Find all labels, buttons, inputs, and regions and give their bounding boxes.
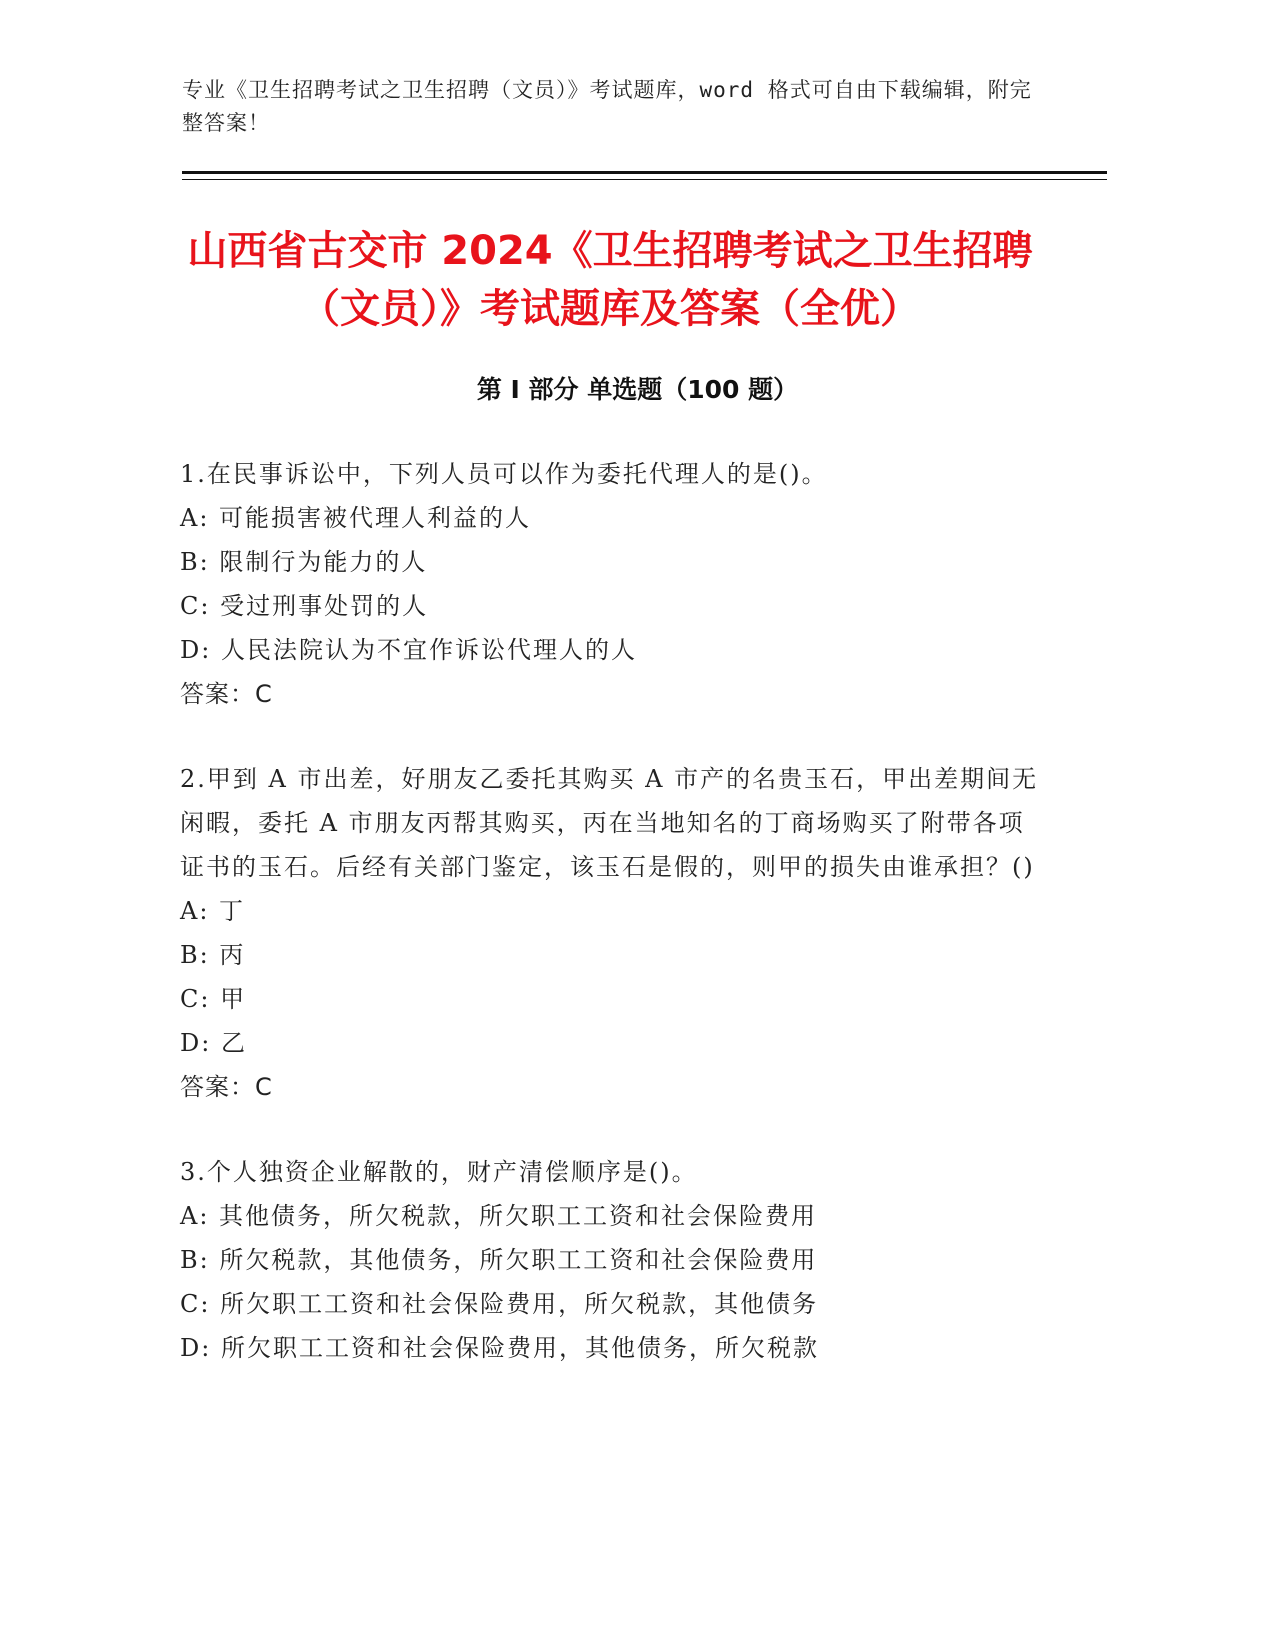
option-a: A: 可能损害被代理人利益的人 [180, 504, 532, 532]
option-d: D: 乙 [180, 1029, 247, 1057]
question-3 [180, 1150, 1040, 1370]
question-2 [180, 757, 1040, 1109]
document-title: 山西省古交市 2024《卫生招聘考试之卫生招聘（文员）》考试题库及答案（全优） [187, 228, 1033, 332]
header-divider-thin [182, 179, 1107, 180]
question-stem: 2.甲到 A 市出差，好朋友乙委托其购买 A 市产的名贵玉石，甲出差期间无闲暇，委托 A 市朋友丙帮其购买，丙在当地知名的丁商场购买了附带各项证书的玉石。后经有关部门鉴定，该玉石是假的，则甲的损失由谁承担？() [180, 765, 1039, 881]
option-a: A: 丁 [180, 897, 246, 925]
option-b: B: 丙 [180, 941, 246, 969]
section-title: 第 I 部分 单选题（100 题） [476, 375, 799, 404]
option-d: D: 所欠职工工资和社会保险费用，其他债务，所欠税款 [180, 1334, 819, 1362]
option-c: C: 所欠职工工资和社会保险费用，所欠税款，其他债务 [180, 1290, 819, 1318]
answer-line: 答案：C [180, 680, 273, 708]
question-stem: 1.在民事诉讼中，下列人员可以作为委托代理人的是()。 [180, 460, 828, 488]
option-d: D: 人民法院认为不宜作诉讼代理人的人 [180, 636, 637, 664]
option-b: B: 限制行为能力的人 [180, 548, 428, 576]
question-1 [180, 452, 1040, 716]
header-divider-thick [182, 171, 1107, 174]
question-list [180, 452, 1040, 1411]
answer-line: 答案：C [180, 1073, 273, 1101]
option-c: C: 甲 [180, 985, 247, 1013]
option-c: C: 受过刑事处罚的人 [180, 592, 429, 620]
option-b: B: 所欠税款，其他债务，所欠职工工资和社会保险费用 [180, 1246, 818, 1274]
question-stem: 3.个人独资企业解散的，财产清偿顺序是()。 [180, 1158, 698, 1186]
header-note: 专业《卫生招聘考试之卫生招聘（文员）》考试题库，word 格式可自由下载编辑，附完整答案！ [182, 78, 1032, 135]
option-a: A: 其他债务，所欠税款，所欠职工工资和社会保险费用 [180, 1202, 818, 1230]
